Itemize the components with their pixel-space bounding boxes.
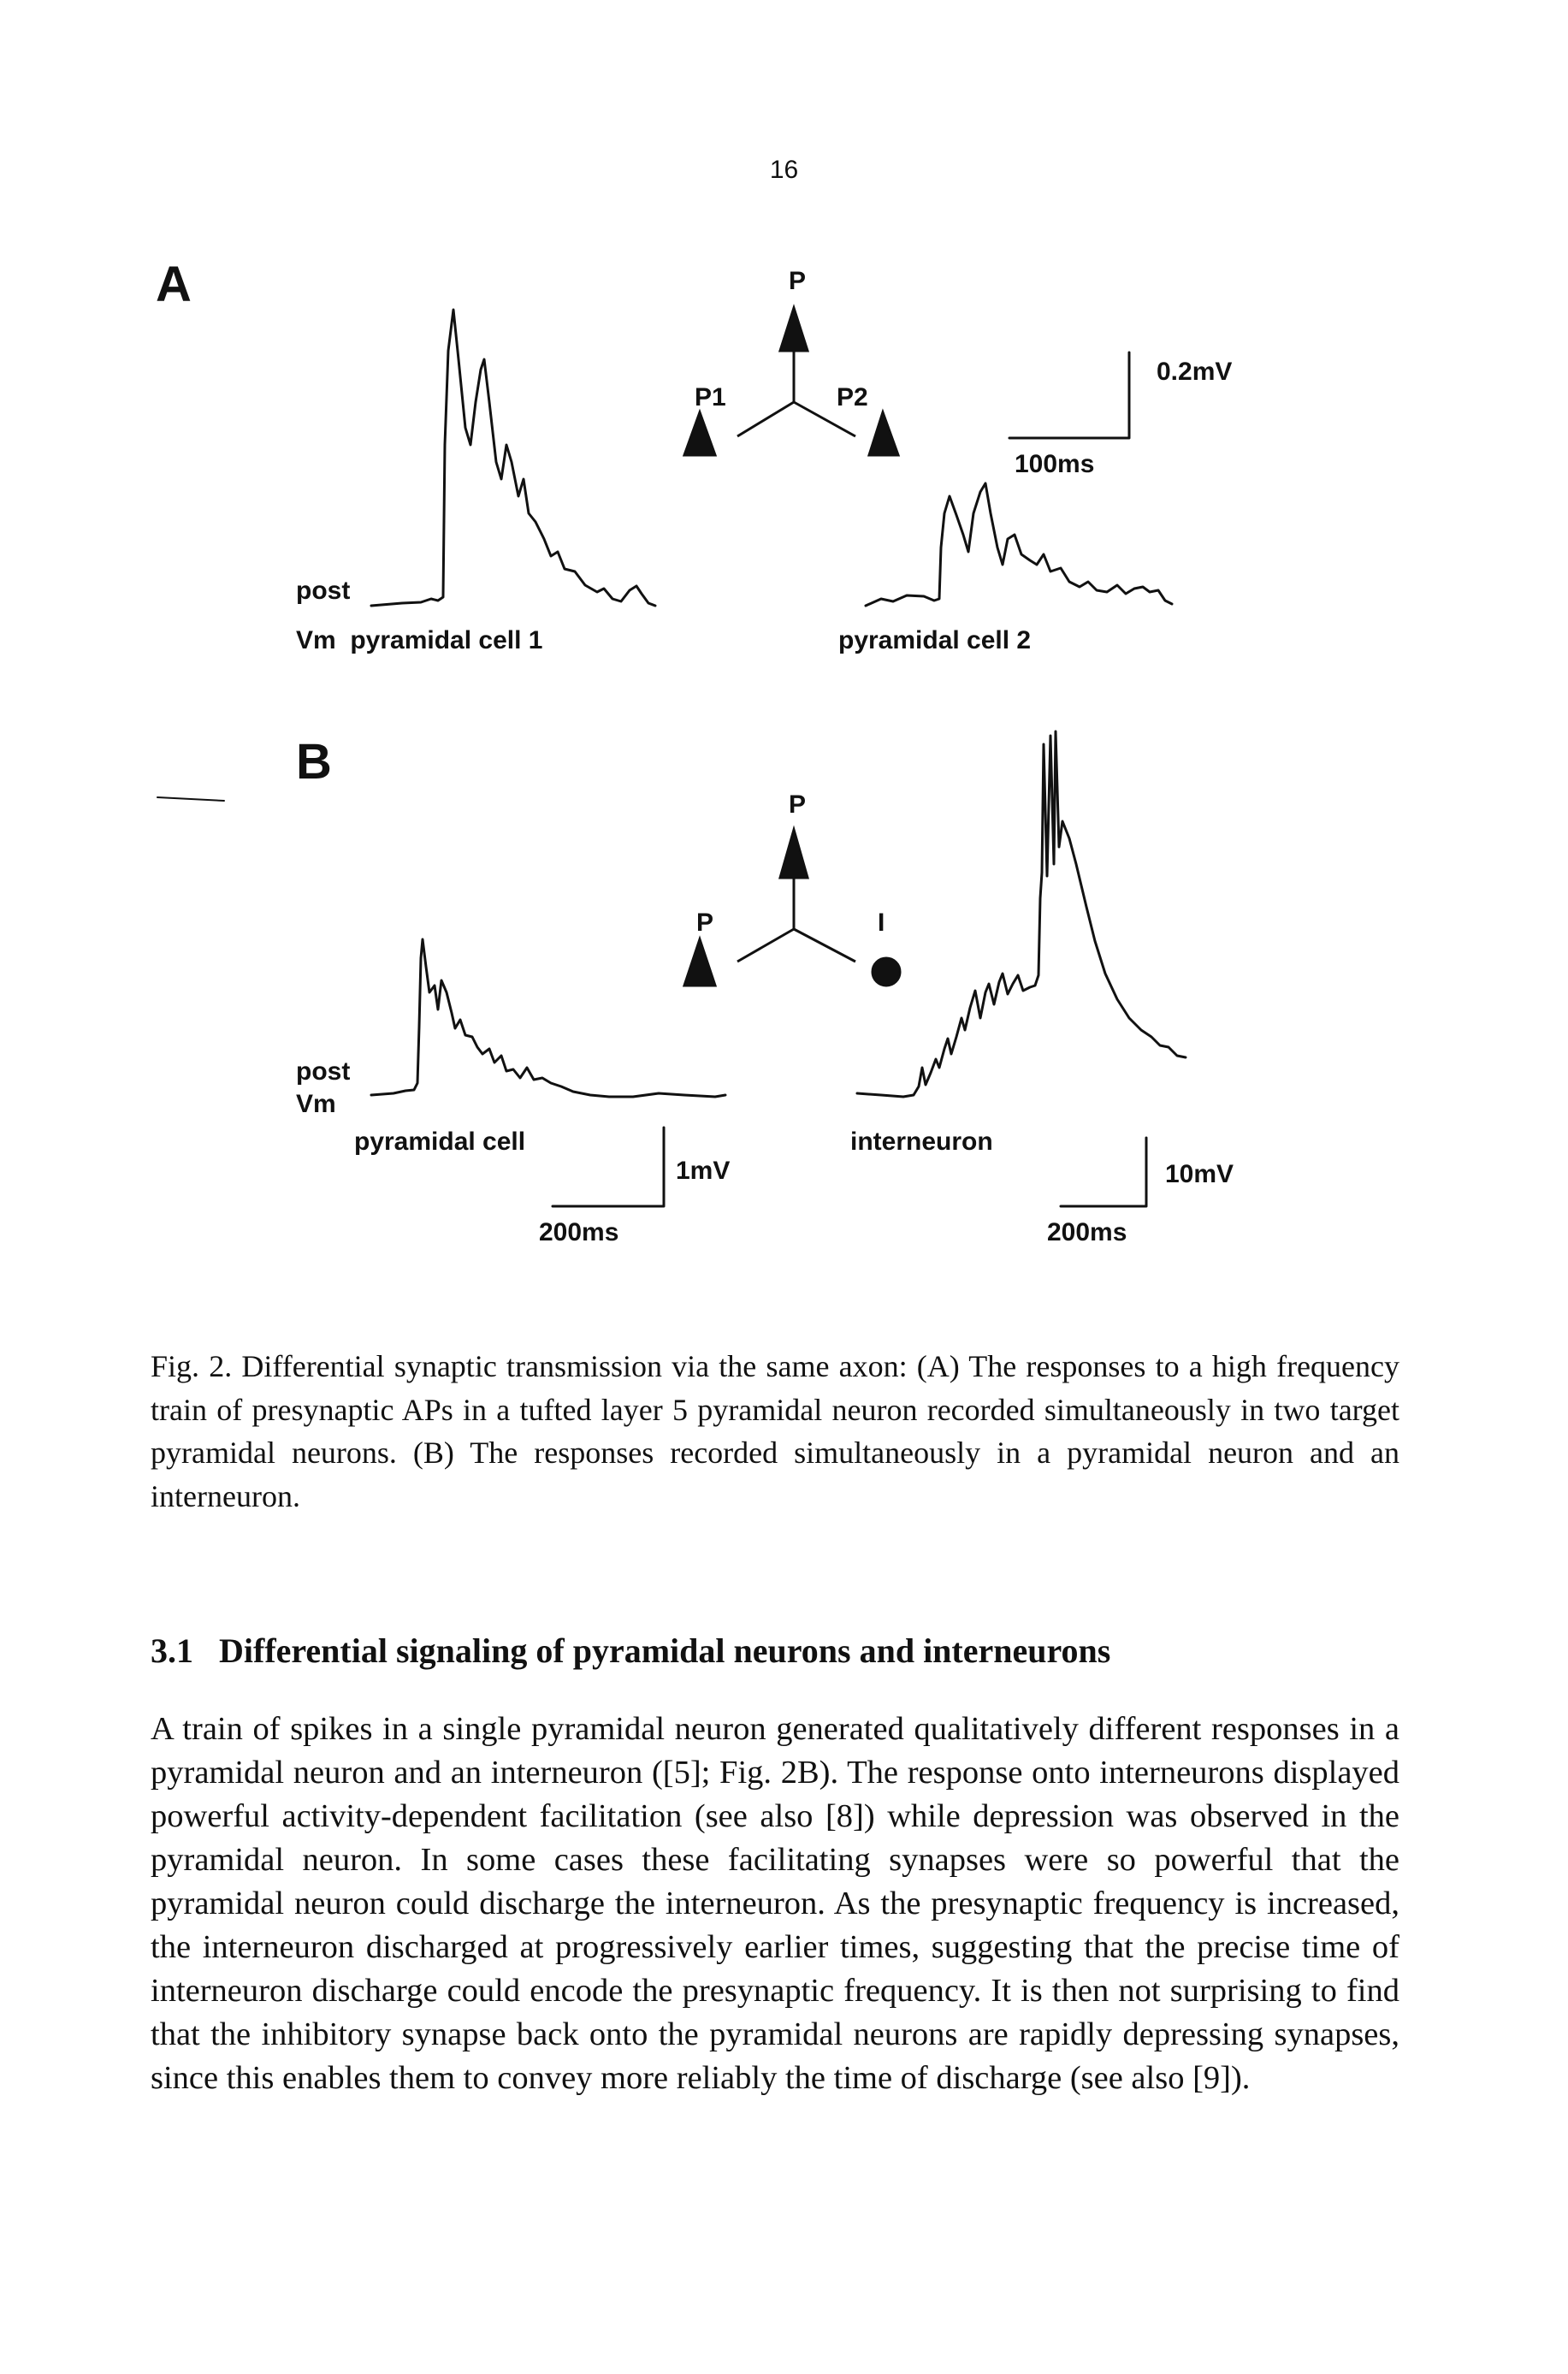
panel-b-trace-interneuron	[857, 731, 1186, 1097]
panel-b-scale-bar-2	[1061, 1138, 1146, 1206]
section-heading	[151, 1631, 1110, 1671]
panel-a-label: A	[156, 257, 192, 312]
panel-b-target-pyramidal-label: P	[696, 909, 714, 937]
panel-a-trace-2-label: pyramidal cell 2	[838, 626, 1032, 654]
section-body-paragraph: A train of spikes in a single pyramidal neuron generated qualitatively different responses in a pyramidal neuron and an interneuron ([5]; Fig. 2B). The response onto interneurons displayed powerful activity-dependent facilitation (see also [8]) while depression was observed in the pyramidal neuron. In some cases these facilitating synapses were so powerful that the pyramidal neuron could discharge the interneuron. As the presynaptic frequency is increased, the interneuron discharged at progressively earlier times, suggesting that the precise time of interneuron discharge could encode the presynaptic frequency. It is then not surprising to find that the inhibitory synapse back onto the pyramidal neurons are rapidly depressing synapses, since this enables them to convey more reliably the time of discharge (see also [9]).	[151, 1711, 1399, 2096]
panel-a-neuron-diagram	[684, 308, 898, 455]
panel-b-interneuron-icon	[873, 958, 900, 986]
page-number: 16	[769, 156, 799, 184]
panel-a-post-label: post	[296, 577, 351, 605]
caption-label: Fig. 2.	[151, 1349, 233, 1383]
panel-b-post-label: post	[296, 1057, 351, 1086]
panel-b-vm-label: Vm	[296, 1090, 336, 1118]
panel-b-presynaptic-label: P	[789, 790, 807, 819]
panel-a-target-2-neuron-icon	[869, 412, 898, 455]
panel-b-scale-time-1: 200ms	[539, 1218, 619, 1246]
panel-a-presynaptic-neuron-icon	[780, 308, 808, 351]
caption-text: Differential synaptic transmission via the same axon: (A) The responses to a high frequency train of presynaptic APs in a tufted layer 5 pyramidal neuron recorded simultaneously in two target pyramidal neurons. (B) The responses recorded simultaneously in a pyramidal neuron and an interneuron.	[151, 1349, 1399, 1513]
figure-caption	[151, 1345, 1399, 1518]
panel-a-trace-pyramidal-cell-2	[866, 483, 1172, 606]
panel-b-trace-1-label: pyramidal cell	[354, 1128, 526, 1156]
panel-b-pyramidal-neuron-icon	[684, 939, 715, 986]
panel-b-scale-voltage-2: 10mV	[1165, 1160, 1234, 1188]
scan-mark	[157, 797, 224, 801]
panel-b-label: B	[296, 734, 332, 790]
panel-b-scale-voltage-1: 1mV	[676, 1157, 731, 1185]
panel-a-target-1-neuron-icon	[684, 412, 715, 455]
panel-b-target-interneuron-label: I	[878, 909, 885, 937]
panel-a-target-2-label: P2	[837, 383, 868, 411]
panel-a-scale-voltage: 0.2mV	[1157, 358, 1233, 386]
panel-b-trace-2-label: interneuron	[850, 1128, 993, 1156]
panel-b-trace-pyramidal-cell	[371, 939, 725, 1097]
panel-b-neuron-diagram	[684, 830, 900, 986]
section-title: Differential signaling of pyramidal neurons and interneurons	[219, 1631, 1111, 1670]
panel-b-scale-time-2: 200ms	[1047, 1218, 1127, 1246]
section-number: 3.1	[151, 1631, 193, 1670]
panel-a-scale-bar	[1009, 352, 1129, 438]
panel-a-scale-time: 100ms	[1015, 450, 1095, 478]
panel-a-target-1-label: P1	[695, 383, 726, 411]
panel-b-scale-bar-1	[553, 1128, 664, 1206]
panel-b-presynaptic-neuron-icon	[780, 830, 808, 878]
panel-a-presynaptic-label: P	[789, 267, 807, 295]
panel-a-trace-1-label: Vm pyramidal cell 1	[296, 626, 543, 654]
panel-a-trace-pyramidal-cell-1	[371, 310, 655, 606]
